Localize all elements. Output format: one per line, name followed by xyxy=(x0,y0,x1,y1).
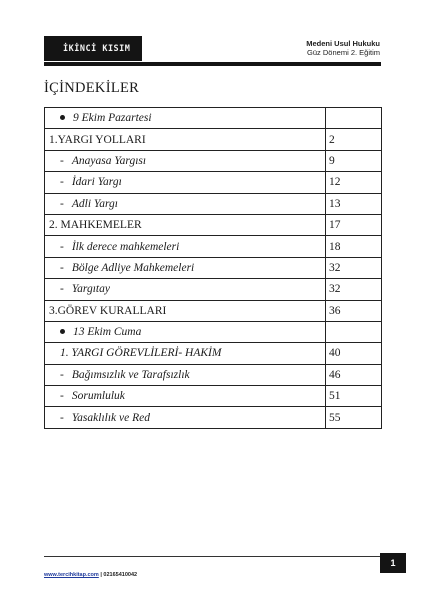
dash-marker: - xyxy=(60,197,64,210)
toc-entry-text: 3.GÖREV KURALLARI xyxy=(49,304,167,317)
page-number-badge xyxy=(380,553,406,573)
toc-entry-cell xyxy=(45,150,326,171)
toc-page-number: 9 xyxy=(326,150,382,171)
toc-row xyxy=(45,129,382,150)
toc-row xyxy=(45,321,382,342)
toc-entry-cell xyxy=(45,343,326,364)
header-rule xyxy=(44,62,381,66)
page-number: 1 xyxy=(390,558,396,568)
toc-entry-text: Bölge Adliye Mahkemeleri xyxy=(71,261,195,274)
toc-row xyxy=(45,257,382,278)
toc-page-number: 13 xyxy=(326,193,382,214)
toc-page-number: 18 xyxy=(326,236,382,257)
section-tab xyxy=(44,36,142,61)
toc-entry-text: Yasaklılık ve Red xyxy=(71,411,150,424)
dash-marker: - xyxy=(60,261,64,274)
toc-entry-cell xyxy=(45,257,326,278)
toc-page-number xyxy=(326,108,382,129)
bullet-icon xyxy=(60,329,65,334)
toc-entry-cell xyxy=(45,279,326,300)
footer-contact xyxy=(44,572,137,578)
footer-rule xyxy=(44,556,381,557)
toc-table xyxy=(44,107,382,429)
footer-url-link[interactable]: www.tercihkitap.com xyxy=(44,572,99,578)
toc-entry-cell xyxy=(45,193,326,214)
toc-row xyxy=(45,214,382,235)
toc-entry-cell xyxy=(45,321,326,342)
dash-marker: - xyxy=(60,154,64,167)
toc-page-number: 32 xyxy=(326,279,382,300)
toc-page-number: 40 xyxy=(326,343,382,364)
toc-row xyxy=(45,236,382,257)
dash-marker: - xyxy=(60,368,64,381)
toc-entry-cell xyxy=(45,108,326,129)
toc-entry-text: 1.YARGI YOLLARI xyxy=(49,133,146,146)
toc-entry-cell xyxy=(45,236,326,257)
toc-page-number: 55 xyxy=(326,407,382,428)
toc-entry-text: İlk derece mahkemeleri xyxy=(71,240,180,253)
toc-entry-text: Yargıtay xyxy=(71,283,110,296)
bullet-icon xyxy=(60,115,65,120)
toc-row xyxy=(45,150,382,171)
dash-marker: - xyxy=(60,390,64,403)
toc-page-number: 17 xyxy=(326,214,382,235)
course-subtitle: Güz Dönemi 2. Eğitim xyxy=(307,48,380,57)
toc-entry-cell xyxy=(45,129,326,150)
toc-row xyxy=(45,386,382,407)
toc-entry-cell xyxy=(45,407,326,428)
toc-page-number: 2 xyxy=(326,129,382,150)
dash-marker: - xyxy=(60,283,64,296)
toc-entry-cell xyxy=(45,172,326,193)
toc-entry-text: 9 Ekim Pazartesi xyxy=(73,112,152,125)
toc-page-number: 32 xyxy=(326,257,382,278)
toc-row xyxy=(45,407,382,428)
toc-entry-text: Bağımsızlık ve Tarafsızlık xyxy=(71,368,190,381)
toc-entry-cell xyxy=(45,214,326,235)
course-title: Medeni Usul Hukuku xyxy=(306,39,380,48)
header-course-info xyxy=(306,39,380,57)
toc-page-number: 51 xyxy=(326,386,382,407)
toc-page-number xyxy=(326,321,382,342)
toc-page-number: 46 xyxy=(326,364,382,385)
toc-entry-cell xyxy=(45,386,326,407)
dash-marker: - xyxy=(60,176,64,189)
toc-row xyxy=(45,364,382,385)
dash-marker: - xyxy=(60,411,64,424)
toc-title: İÇİNDEKİLER xyxy=(44,80,140,96)
toc-entry-cell xyxy=(45,364,326,385)
toc-page-number: 12 xyxy=(326,172,382,193)
toc-row xyxy=(45,172,382,193)
footer-separator: | xyxy=(98,572,104,578)
footer-phone: 02165410042 xyxy=(103,572,138,578)
toc-row xyxy=(45,193,382,214)
toc-row xyxy=(45,343,382,364)
toc-entry-cell xyxy=(45,300,326,321)
toc-entry-text: Anayasa Yargısı xyxy=(71,154,147,167)
toc-row xyxy=(45,108,382,129)
toc-row xyxy=(45,300,382,321)
toc-entry-text: 1. YARGI GÖREVLİLERİ- HAKİM xyxy=(60,347,222,360)
toc-entry-text: Sorumluluk xyxy=(71,390,125,403)
toc-entry-text: 2. MAHKEMELER xyxy=(49,219,142,232)
dash-marker: - xyxy=(60,240,64,253)
toc-row xyxy=(45,279,382,300)
toc-entry-text: İdari Yargı xyxy=(71,176,122,189)
section-label: İKİNCİ KISIM xyxy=(63,43,131,54)
toc-entry-text: Adli Yargı xyxy=(71,197,118,210)
toc-page-number: 36 xyxy=(326,300,382,321)
toc-entry-text: 13 Ekim Cuma xyxy=(73,326,142,339)
